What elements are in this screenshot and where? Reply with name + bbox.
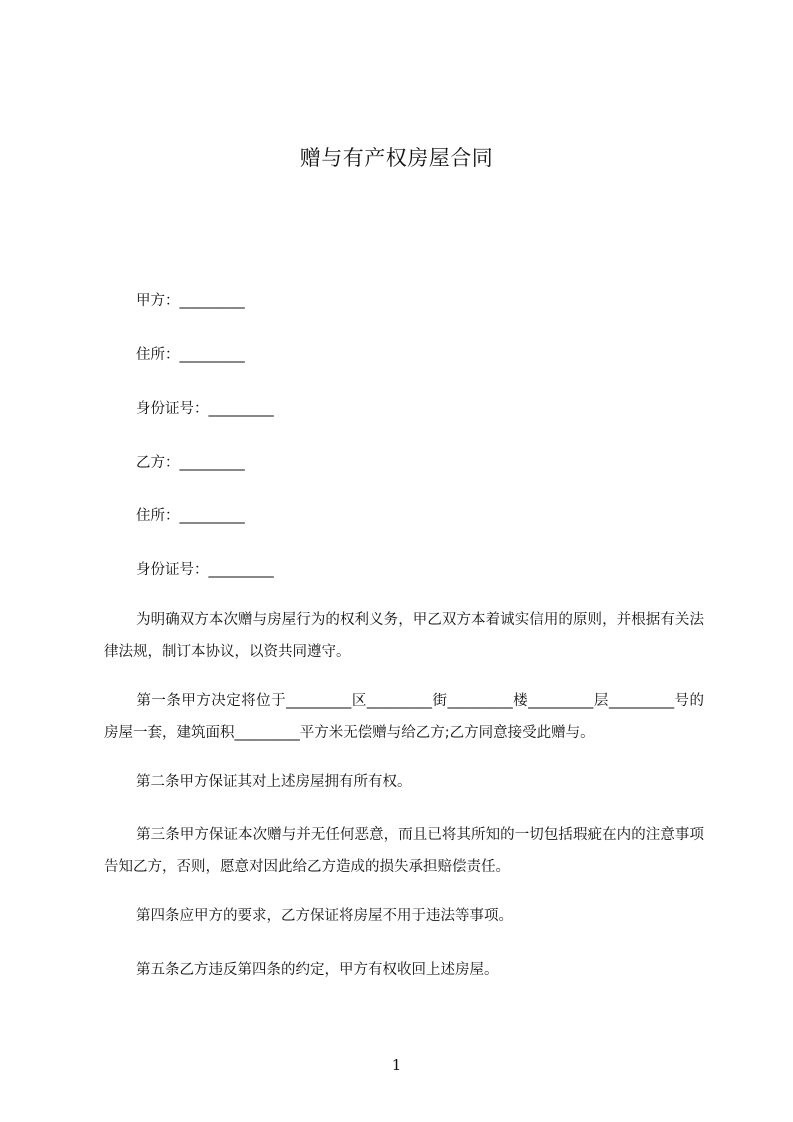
preamble-paragraph	[104, 604, 704, 668]
party-b-address-field: 住所：_________	[136, 508, 245, 524]
party-a-address-field: 住所：_________	[136, 347, 245, 363]
preamble-text: 为明确双方本次赠与房屋行为的权利义务，甲乙双方本着诚实信用的原则，并根据有关法律法规，制订本协议，以资共同遵守。	[104, 612, 704, 660]
party-b-id-field: 身份证号：_________	[136, 562, 274, 578]
party-a-id-field: 身份证号：_________	[136, 401, 274, 417]
article-2-paragraph	[104, 766, 704, 798]
page-number: 1	[391, 1056, 402, 1074]
article-1-text: 第一条甲方决定将位于_________区_________街_________楼_________层_________号的房屋一套，建筑面积_________平方米无偿赠与给乙方;乙方同意接受此赠与。	[104, 693, 704, 741]
article-4-text: 第四条应甲方的要求，乙方保证将房屋不用于违法等事项。	[136, 908, 513, 924]
article-4-paragraph	[104, 900, 704, 932]
article-2-text: 第二条甲方保证其对上述房屋拥有所有权。	[136, 774, 412, 790]
party-b-name-field: 乙方：_________	[136, 455, 245, 471]
document-title: 赠与有产权房屋合同	[299, 146, 494, 170]
article-3-text: 第三条甲方保证本次赠与并无任何恶意，而且已将其所知的一切包括瑕疵在内的注意事项告知乙方，否则，愿意对因此给乙方造成的损失承担赔偿责任。	[104, 827, 704, 875]
party-a-name-field: 甲方：_________	[136, 293, 245, 309]
article-1-paragraph	[104, 685, 704, 749]
article-5-text: 第五条乙方违反第四条的约定，甲方有权收回上述房屋。	[136, 962, 499, 978]
article-5-paragraph	[104, 954, 704, 986]
article-3-paragraph	[104, 819, 704, 883]
